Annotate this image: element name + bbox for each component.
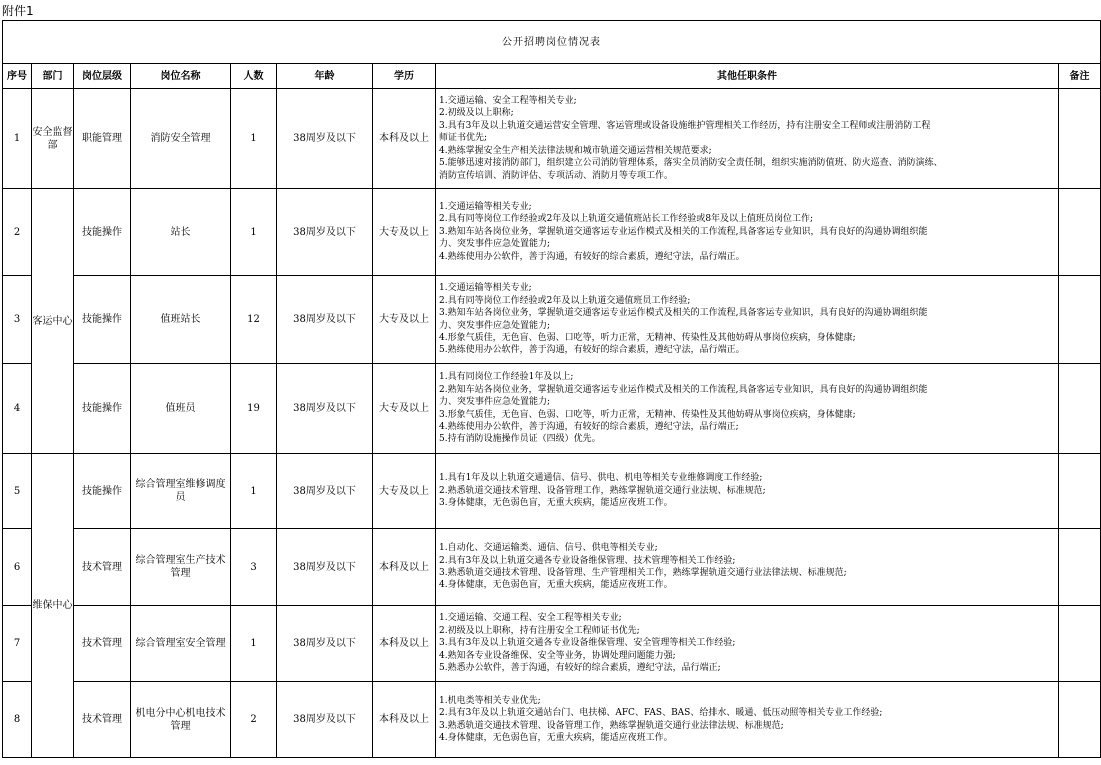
row-name: 值班站长 <box>131 276 231 364</box>
row-age: 38周岁及以下 <box>277 189 373 276</box>
requirement-line: 5.熟练使用办公软件，善于沟通，有较好的综合素质，遵纪守法，品行端正。 <box>439 345 745 356</box>
row-edu: 本科及以上 <box>373 529 436 606</box>
requirement-line: 1.机电类等相关专业优先; <box>439 695 541 706</box>
row-name: 综合管理室安全管理 <box>131 606 231 682</box>
row-edu: 大专及以上 <box>373 189 436 276</box>
row-edu: 本科及以上 <box>373 89 436 189</box>
table-row <box>3 89 1101 189</box>
requirement-line: 消防宣传培训、消防评估、专项活动、消防月等专项工作。 <box>439 170 674 181</box>
requirement-line: 5.持有消防设施操作员证（四级）优先。 <box>439 434 601 445</box>
requirement-line: 1.交通运输等相关专业; <box>439 283 532 294</box>
row-age: 38周岁及以下 <box>277 276 373 364</box>
row-level: 技术管理 <box>74 682 131 758</box>
row-seq: 3 <box>3 276 32 364</box>
row-name: 消防安全管理 <box>131 89 231 189</box>
row-level: 职能管理 <box>74 89 131 189</box>
table-row <box>3 454 1101 529</box>
row-seq: 8 <box>3 682 32 758</box>
header-note: 备注 <box>1059 64 1101 89</box>
dept-cell: 客运中心 <box>32 189 74 454</box>
row-edu: 大专及以上 <box>373 364 436 454</box>
row-seq: 4 <box>3 364 32 454</box>
row-count: 3 <box>231 529 277 606</box>
row-count: 12 <box>231 276 277 364</box>
row-edu: 大专及以上 <box>373 276 436 364</box>
header-seq: 序号 <box>3 64 32 89</box>
header-row <box>3 64 1101 89</box>
row-seq: 5 <box>3 454 32 529</box>
header-edu: 学历 <box>373 64 436 89</box>
requirement-line: 1.自动化、交通运输类、通信、信号、供电等相关专业; <box>439 543 658 554</box>
requirement-line: 4.身体健康，无色弱色盲，无重大疾病，能适应夜班工作。 <box>439 580 673 591</box>
requirement-line: 5.能够迅速对接消防部门，组织建立公司消防管理体系，落实全员消防安全责任制，组织实施消防值班、防火巡查、消防演练、 <box>439 158 943 169</box>
row-level: 技术管理 <box>74 606 131 682</box>
requirement-line: 1.交通运输等相关专业; <box>439 201 532 212</box>
row-name: 值班员 <box>131 364 231 454</box>
recruitment-table <box>2 20 1101 758</box>
row-level: 技能操作 <box>74 189 131 276</box>
row-note <box>1059 276 1101 364</box>
row-name: 综合管理室生产技术管理 <box>131 529 231 606</box>
header-dept: 部门 <box>32 64 74 89</box>
requirement-line: 4.熟练使用办公软件，善于沟通，有较好的综合素质，遵纪守法，品行端正; <box>439 421 739 432</box>
requirement-line: 3.熟悉轨道交通技术管理、设备管理、生产管理相关工作，熟练掌握轨道交通行业法律法规、标准规范; <box>439 568 847 578</box>
row-requirements <box>436 189 1059 276</box>
row-name: 综合管理室维修调度员 <box>131 454 231 529</box>
requirement-line: 1.具有同岗位工作经验1年及以上; <box>439 372 574 383</box>
row-note <box>1059 89 1101 189</box>
row-seq: 6 <box>3 529 32 606</box>
requirement-line: 3.熟悉轨道交通技术管理、设备管理工作，熟练掌握轨道交通行业法律法规、标准规范; <box>439 720 784 731</box>
row-note <box>1059 189 1101 276</box>
row-requirements <box>436 89 1059 189</box>
row-count: 1 <box>231 189 277 276</box>
requirement-line: 2.具有同等岗位工作经验或2年及以上轨道交通值班员工作经验; <box>439 295 691 306</box>
row-edu: 本科及以上 <box>373 606 436 682</box>
requirement-line: 2.具有3年及以上轨道交通各专业设备维保管理、技术管理等相关工作经验; <box>439 555 736 566</box>
requirement-line: 力、突发事件应急处置能力; <box>439 320 551 331</box>
requirement-line: 2.初级及以上职称，持有注册安全工程师证书优先; <box>439 625 640 636</box>
requirement-line: 3.身体健康，无色弱色盲，无重大疾病，能适应夜班工作。 <box>439 498 673 509</box>
row-note <box>1059 606 1101 682</box>
table-row <box>3 529 1101 606</box>
row-note <box>1059 364 1101 454</box>
requirement-line: 4.形象气质佳，无色盲、色弱、口吃等，听力正常，无精神、传染性及其他妨碍从事岗位疾病，身体健康; <box>439 332 856 343</box>
row-name: 站长 <box>131 189 231 276</box>
row-count: 1 <box>231 89 277 189</box>
requirement-line: 1.交通运输、安全工程等相关专业; <box>439 96 577 107</box>
requirement-line: 4.熟练使用办公软件，善于沟通，有较好的综合素质，遵纪守法，品行端正。 <box>439 251 745 262</box>
table-row <box>3 606 1101 682</box>
table-row <box>3 276 1101 364</box>
row-age: 38周岁及以下 <box>277 89 373 189</box>
header-name: 岗位名称 <box>131 64 231 89</box>
row-note <box>1059 454 1101 529</box>
row-name: 机电分中心机电技术管理 <box>131 682 231 758</box>
table-row <box>3 189 1101 276</box>
row-count: 2 <box>231 682 277 758</box>
row-level: 技能操作 <box>74 364 131 454</box>
requirement-line: 4.熟练掌握安全生产相关法律法规和城市轨道交通运营相关规范要求; <box>439 145 712 156</box>
row-count: 19 <box>231 364 277 454</box>
header-level: 岗位层级 <box>74 64 131 89</box>
row-note <box>1059 682 1101 758</box>
requirement-line: 4.熟知各专业设备维保、安全等业务，协调处理问题能力强; <box>439 650 676 661</box>
requirement-line: 力、突发事件应急处置能力; <box>439 239 551 250</box>
requirement-line: 2.具有同等岗位工作经验或2年及以上轨道交通值班站长工作经验或8年及以上值班员岗位工作; <box>439 214 814 225</box>
requirement-line: 2.熟知车站各岗位业务，掌握轨道交通客运专业运作模式及相关的工作流程,具备客运专业知识，具有良好的沟通协调组织能 <box>439 384 928 395</box>
row-age: 38周岁及以下 <box>277 529 373 606</box>
row-age: 38周岁及以下 <box>277 454 373 529</box>
row-note <box>1059 529 1101 606</box>
table-title: 公开招聘岗位情况表 <box>3 21 1101 64</box>
row-age: 38周岁及以下 <box>277 682 373 758</box>
requirement-line: 4.身体健康，无色弱色盲，无重大疾病，能适应夜班工作。 <box>439 732 673 743</box>
row-requirements <box>436 454 1059 529</box>
requirement-line: 3.熟知车站各岗位业务，掌握轨道交通客运专业运作模式及相关的工作流程,具备客运专业知识，具有良好的沟通协调组织能 <box>439 308 928 319</box>
row-requirements <box>436 364 1059 454</box>
table-row <box>3 682 1101 758</box>
header-age: 年龄 <box>277 64 373 89</box>
requirement-line: 2.熟悉轨道交通技术管理、设备管理工作，熟练掌握轨道交通行业法规、标准规范; <box>439 485 766 496</box>
row-requirements <box>436 529 1059 606</box>
requirement-line: 力、突发事件应急处置能力; <box>439 397 551 408</box>
row-level: 技能操作 <box>74 276 131 364</box>
row-count: 1 <box>231 454 277 529</box>
requirement-line: 2.初级及以上职称; <box>439 108 514 119</box>
attachment-label: 附件1 <box>2 4 34 18</box>
row-seq: 7 <box>3 606 32 682</box>
dept-cell: 安全监督部 <box>32 89 74 189</box>
table-row <box>3 364 1101 454</box>
requirement-line: 5.熟悉办公软件，善于沟通，有较好的综合素质，遵纪守法，品行端正; <box>439 663 721 674</box>
row-seq: 1 <box>3 89 32 189</box>
requirement-line: 1.具有1年及以上轨道交通通信、信号、供电、机电等相关专业维修调度工作经验; <box>439 473 763 484</box>
row-seq: 2 <box>3 189 32 276</box>
requirement-line: 3.具有3年及以上轨道交通各专业设备维保管理、安全管理等相关工作经验; <box>439 638 736 649</box>
row-requirements <box>436 682 1059 758</box>
requirement-line: 3.具有3年及以上轨道交通运营安全管理、客运管理或设备设施维护管理相关工作经历，持有注册安全工程师或注册消防工程 <box>439 120 931 131</box>
row-level: 技能操作 <box>74 454 131 529</box>
row-count: 1 <box>231 606 277 682</box>
row-edu: 大专及以上 <box>373 454 436 529</box>
dept-cell: 维保中心 <box>32 454 74 758</box>
requirement-line: 2.具有3年及以上轨道交通站台门、电扶梯、AFC、FAS、BAS、给排水、暖通、低压动照等相关专业工作经验; <box>439 708 883 719</box>
row-level: 技术管理 <box>74 529 131 606</box>
row-age: 38周岁及以下 <box>277 364 373 454</box>
requirement-line: 3.熟知车站各岗位业务，掌握轨道交通客运专业运作模式及相关的工作流程,具备客运专业知识，具有良好的沟通协调组织能 <box>439 226 928 237</box>
row-age: 38周岁及以下 <box>277 606 373 682</box>
requirement-line: 师证书优先; <box>439 133 488 144</box>
row-requirements <box>436 276 1059 364</box>
header-req: 其他任职条件 <box>436 64 1059 89</box>
header-count: 人数 <box>231 64 277 89</box>
requirement-line: 1.交通运输、交通工程、安全工程等相关专业; <box>439 613 622 624</box>
row-edu: 本科及以上 <box>373 682 436 758</box>
requirement-line: 3.形象气质佳，无色盲、色弱、口吃等，听力正常，无精神、传染性及其他妨碍从事岗位疾病，身体健康; <box>439 409 856 420</box>
row-requirements <box>436 606 1059 682</box>
